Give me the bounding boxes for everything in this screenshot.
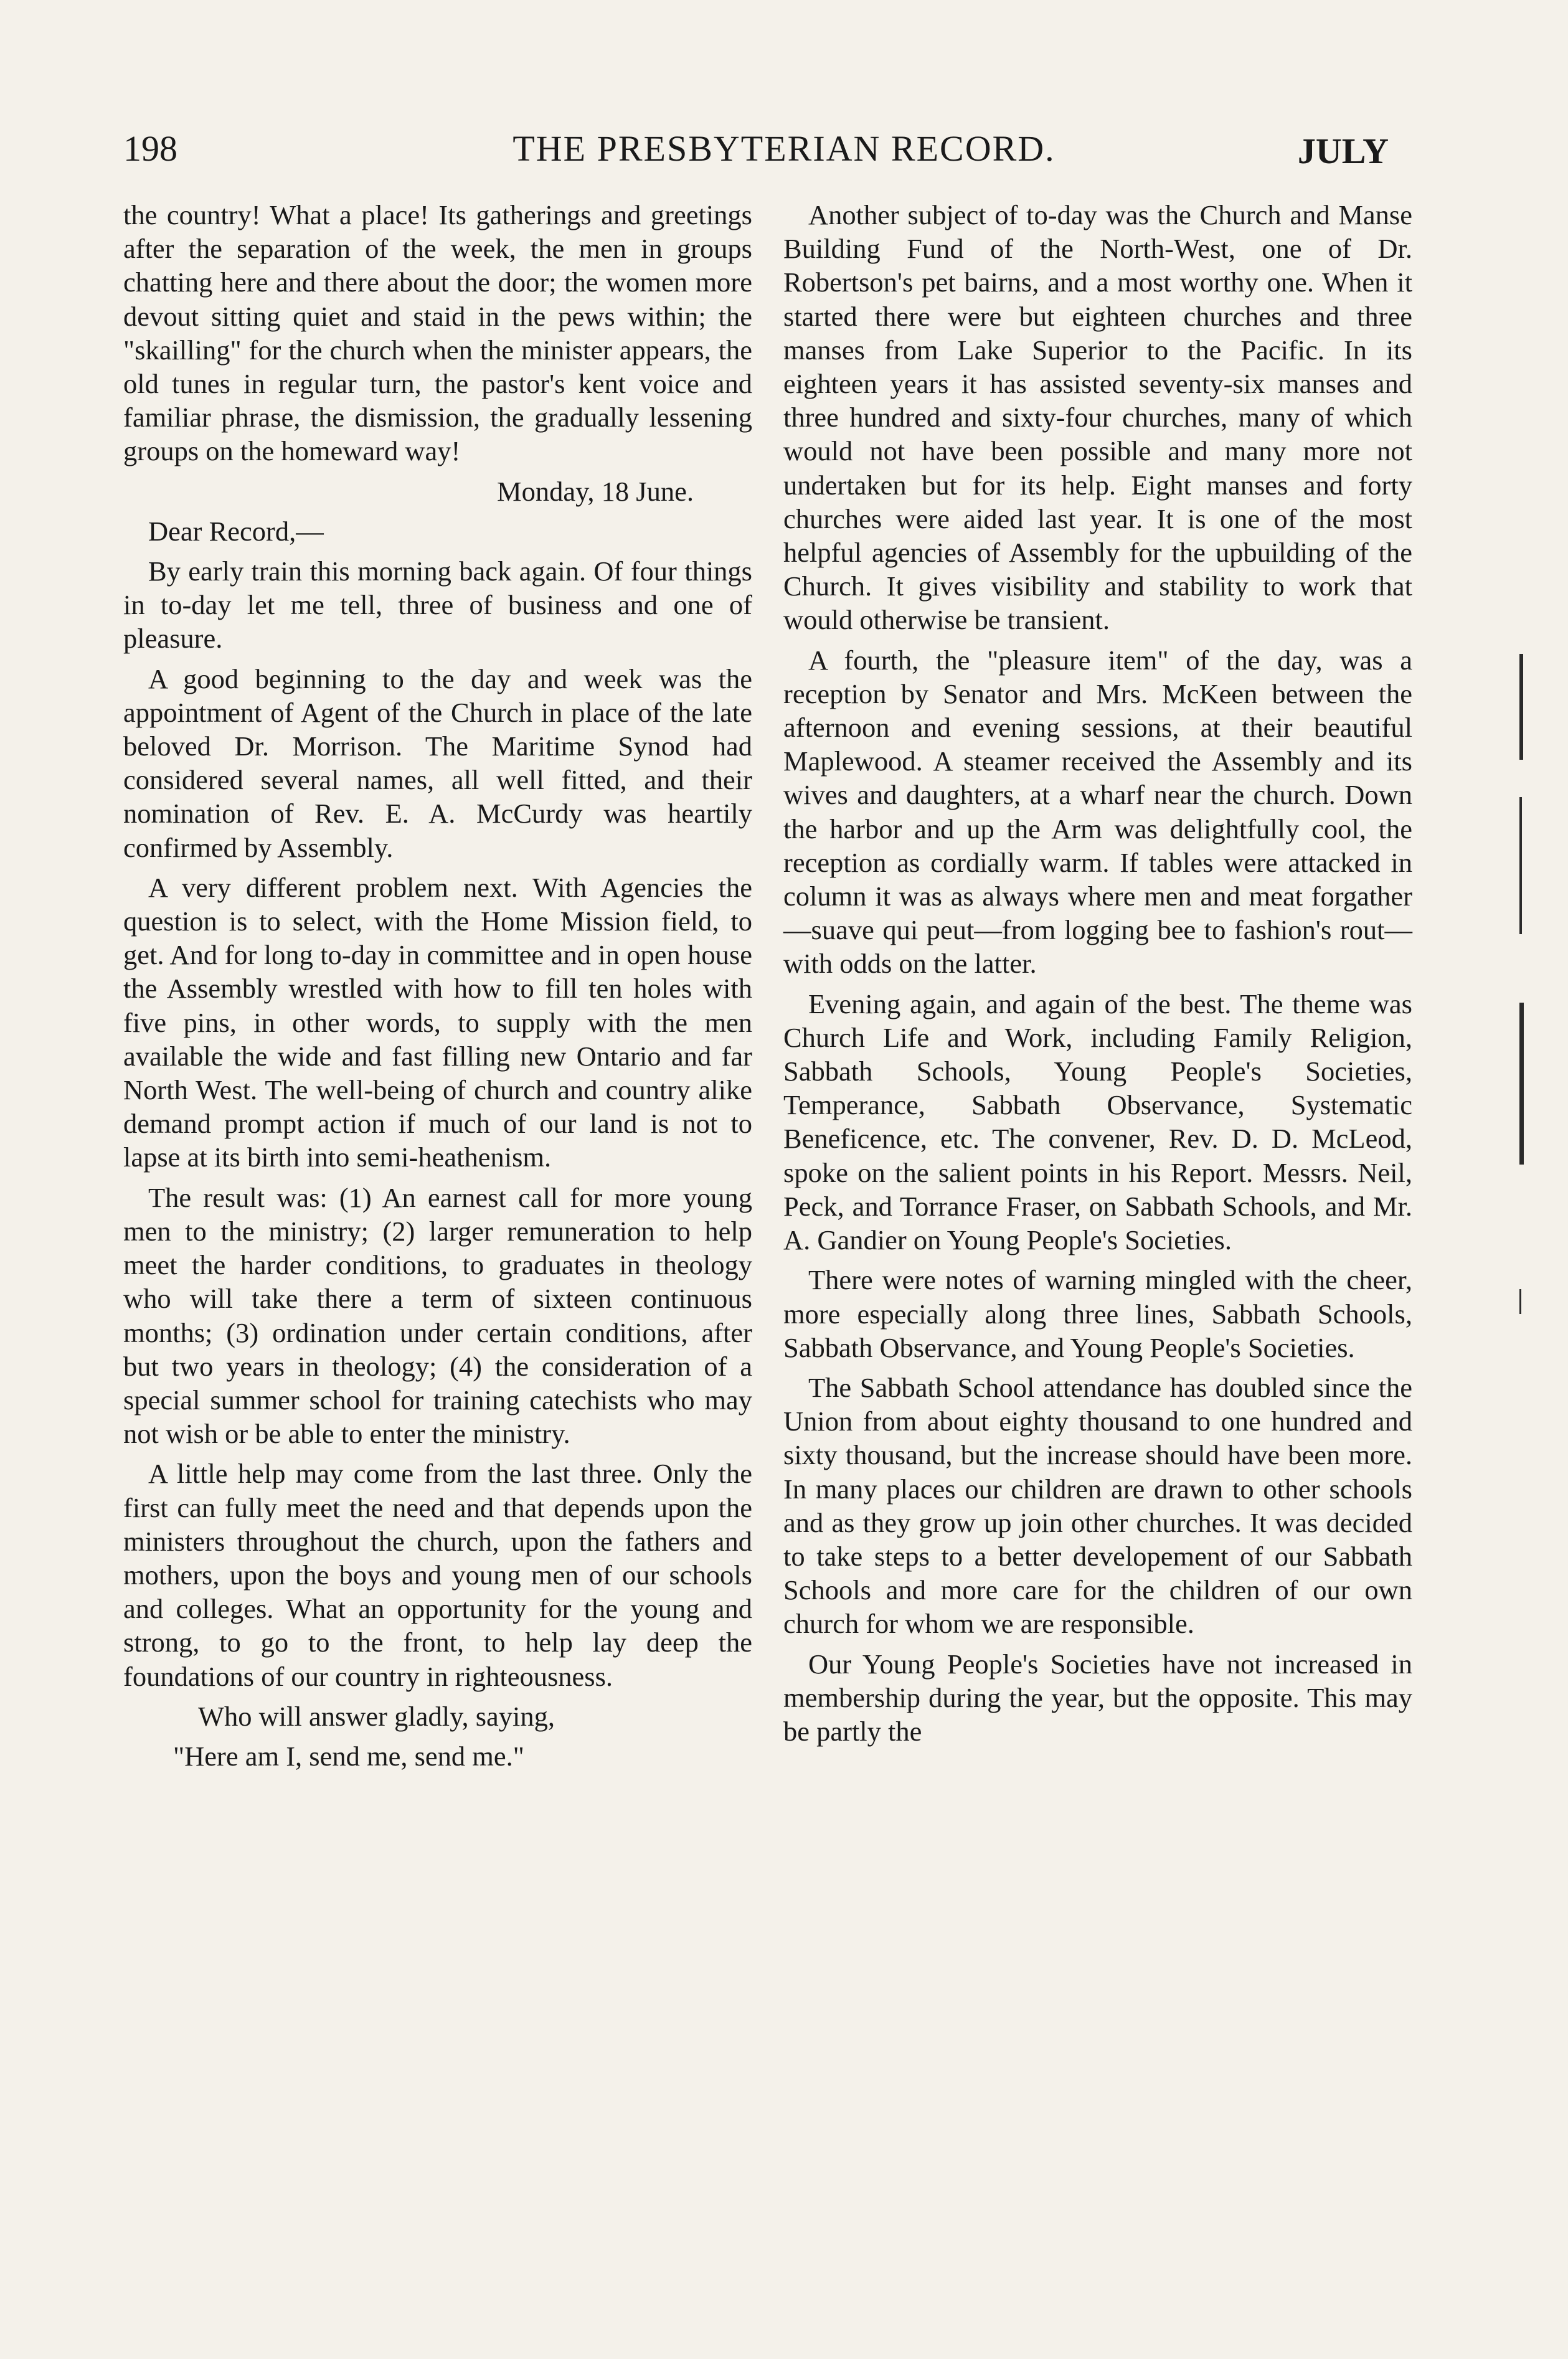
paragraph: A fourth, the "pleasure item" of the day, was a reception by Senator and Mrs. McKeen between the afternoon and evening sessions, at their beautiful Maplewood. A steamer received the Assembly and its wives and daughters, at a wharf near the church. Down the harbor and up the Arm was delightfully cool, the reception as cordially warm. If tables were attacked in column it was as always where men and meat forgather—suave qui peut—from logging bee to fashion's rout—with odds on the latter. [783,644,1412,980]
page-number: 198 [123,128,177,169]
paragraph: The Sabbath School attendance has doubled since the Union from about eighty thousand to one hundred and sixty thousand, but the increase should have been more. In many places our children are drawn to other schools and as they grow up join other churches. It was decided to take steps to a better developement of our Sabbath Schools and more care for the children of our own church for whom we are responsible. [783,1371,1412,1640]
letter-salutation: Dear Record,— [148,515,324,547]
paragraph: A good beginning to the day and week was the appointment of Agent of the Church in place of the late beloved Dr. Morrison. The Maritime Synod had considered several names, all well fitted, and their nomination of Rev. E. A. McCurdy was heartily confirmed by Assembly. [123,663,752,863]
binding-mark [1519,797,1522,934]
binding-mark [1519,1003,1524,1165]
paragraph: A very different problem next. With Agencies the question is to select, with the Home Mission field, to get. And for long to-day in committee and in open house the Assembly wrestled with how to fill ten holes with five pins, in other words, to supply with the men available the wide and fast filling new Ontario and far North West. The well-being of church and country alike demand prompt action if much of our land is not to lapse at its birth into semi-heathenism. [123,871,752,1173]
verse-line: "Here am I, send me, send me." [173,1740,524,1772]
running-header [0,128,1568,177]
binding-mark [1519,654,1523,760]
running-month: JULY [1297,131,1389,171]
letter-date: Monday, 18 June. [497,475,694,507]
paragraph: Another subject of to-day was the Church and Manse Building Fund of the North-West, one of Dr. Robertson's pet bairns, and a most worthy one. When it started there were but eighteen churches and three manses from Lake Superior to the Pacific. In its eighteen years it has assisted seventy-six manses and three hundred and sixty-four churches, many of which would not have been possible and many more not undertaken but for its help. Eight manses and forty churches were aided last year. It is one of the most helpful agencies of Assembly for the upbuilding of the Church. It gives visibility and stability to work that would otherwise be transient. [783,199,1412,636]
verse-line: Who will answer gladly, saying, [198,1700,555,1732]
binding-marks [1519,654,1544,1463]
paragraph: A little help may come from the last three. Only the first can fully meet the need and that depends upon the ministers throughout the church, upon the fathers and mothers, upon the boys and young men of our schools and colleges. What an opportunity for the young and strong, to go to the front, to help lay deep the foundations of our country in righteousness. [123,1458,752,1692]
paragraph: Evening again, and again of the best. The theme was Church Life and Work, including Family Religion, Sabbath Schools, Young People's Societies, Temperance, Sabbath Observance, Systematic Beneficence, etc. The convener, Rev. D. D. McLeod, spoke on the salient points in his Report. Messrs. Neil, Peck, and Torrance Fraser, on Sabbath Schools, and Mr. A. Gandier on Young People's Societies. [783,988,1412,1256]
paragraph: There were notes of warning mingled with the cheer, more especially along three lines, Sabbath Schools, Sabbath Observance, and Young People's Societies. [783,1264,1412,1363]
right-column [783,198,1412,1754]
left-column [123,198,752,1779]
paragraph: The result was: (1) An earnest call for more young men to the ministry; (2) larger remuneration to help meet the harder conditions, to graduates in theology who will take there a term of sixteen continuous months; (3) ordination under certain conditions, after but two years in theology; (4) the consideration of a special summer school for training catechists who may not wish or be able to enter the ministry. [123,1181,752,1450]
paragraph: By early train this morning back again. Of four things in to-day let me tell, three of business and one of pleasure. [123,555,752,655]
paragraph: the country! What a place! Its gatherings and greetings after the separation of the week, the men in groups chatting here and there about the door; the women more devout sitting quiet and staid in the pews within; the "skailling" for the church when the minister appears, the old tunes in regular turn, the pastor's kent voice and familiar phrase, the dismission, the gradually lessening groups on the homeward way! [123,199,752,467]
binding-mark [1519,1289,1521,1314]
paragraph: Our Young People's Societies have not increased in membership during the year, but the opposite. This may be partly the [783,1648,1412,1747]
running-title: THE PRESBYTERIAN RECORD. [512,128,1056,169]
